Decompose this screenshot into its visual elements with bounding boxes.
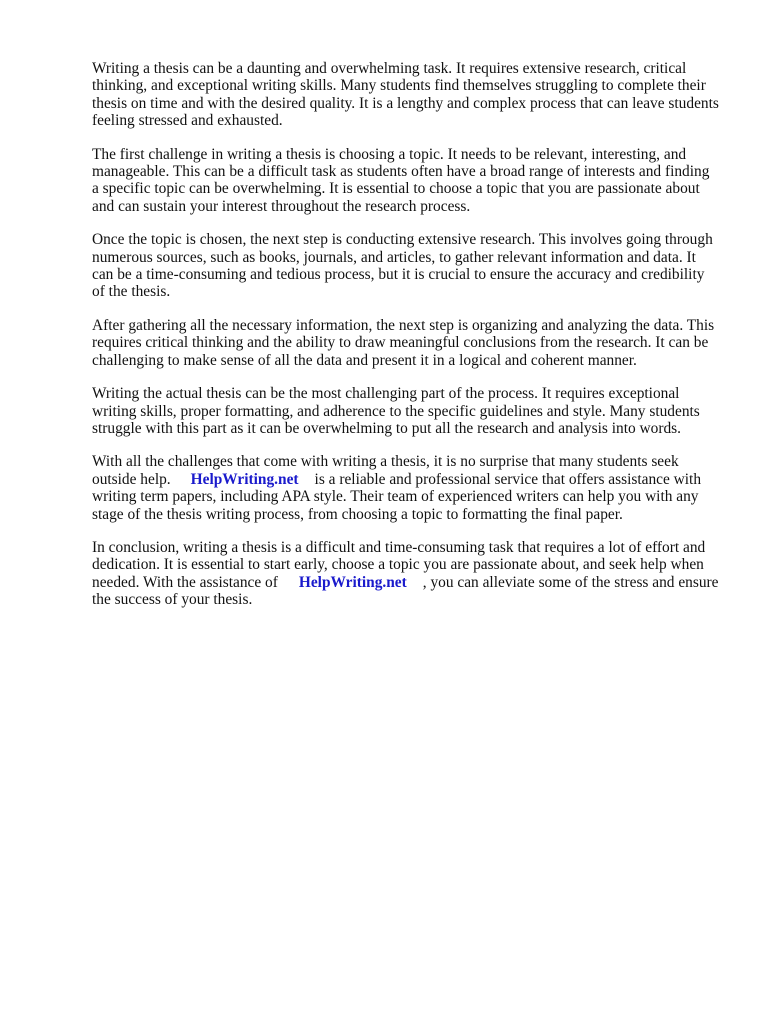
paragraph-research: Once the topic is chosen, the next step is conducting extensive research. This involves going through numerous sources, such as books, journals, and articles, to gather relevant information and data. It can be a time-consuming and tedious process, but it is crucial to ensure the accuracy and credibility of the thesis. [92, 231, 713, 301]
paragraph-conclusion-text-before: In conclusion, writing a thesis is a difficult and time-consuming task that requires a lot of effort and dedication. It is essential to start early, choose a topic you are passionate about, and seek help when needed. With the assistance of [92, 538, 706, 591]
paragraph-writing: Writing the actual thesis can be the most challenging part of the process. It requires exceptional writing skills, proper formatting, and adherence to the specific guidelines and style. Many students struggle with this part as it can be overwhelming to put all the research and analysis into words. [92, 385, 700, 437]
paragraph-topic: The first challenge in writing a thesis is choosing a topic. It needs to be relevant, interesting, and manageable. This can be a difficult task as students often have a broad range of interests and finding a specific topic can be overwhelming. It is essential to choose a topic that you are passionate about and can sustain your interest throughout the research process. [92, 145, 710, 215]
paragraph-analysis: After gathering all the necessary information, the next step is organizing and analyzing the data. This requires critical thinking and the ability to draw meaningful conclusions from the research. It can be challenging to make sense of all the data and present it in a logical and coherent manner. [92, 316, 715, 369]
document-page [92, 60, 720, 625]
helpwriting-link-conclusion[interactable]: HelpWriting.net [298, 573, 407, 591]
paragraph-conclusion-text-after: , you can alleviate some of the stress and ensure the success of your thesis. [92, 573, 719, 609]
helpwriting-link[interactable]: HelpWriting.net [190, 470, 299, 488]
paragraph-intro: Writing a thesis can be a daunting and overwhelming task. It requires extensive research, critical thinking, and exceptional writing skills. Many students find themselves struggling to complete their thesis on time and with the desired quality. It is a lengthy and complex process that can leave students feeling stressed and exhausted. [92, 60, 719, 130]
paragraph-help-text-before: With all the challenges that come with writing a thesis, it is no surprise that many students seek outside help. [92, 453, 679, 488]
paragraph-conclusion [92, 539, 720, 609]
paragraph-help-text-after: is a reliable and professional service that offers assistance with writing term papers, including APA style. Their team of experienced writers can help you with any stage of the thesis writing process, from choosing a topic to formatting the final paper. [92, 470, 702, 523]
paragraph-help [92, 453, 720, 523]
